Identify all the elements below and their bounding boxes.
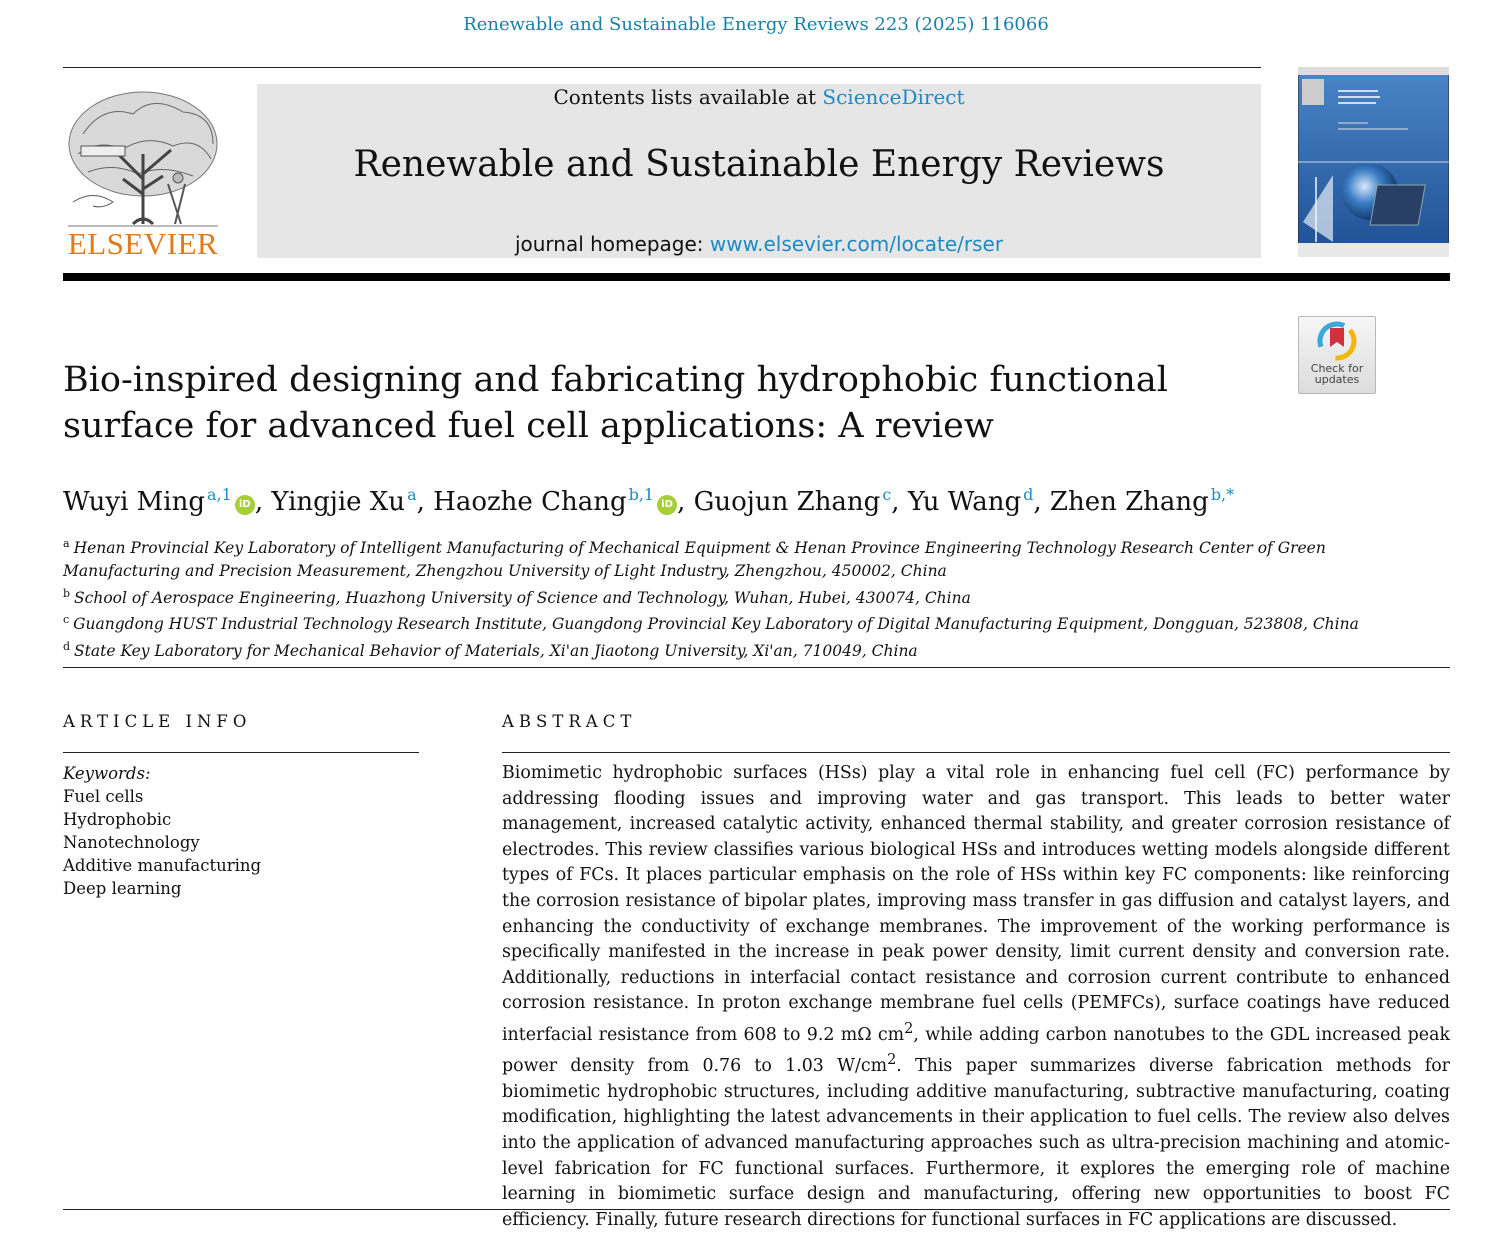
affiliation-text: Henan Provincial Key Laboratory of Intelligent Manufacturing of Mechanical Equipment & Henan Province Engineering Technology Research Center of Green Manufacturing and Precision Measurement, Zhengzhou University of Light Industry, Zhengzhou, 450002, China xyxy=(63,539,1326,580)
crossmark-icon xyxy=(1299,317,1375,363)
author-name[interactable]: Yingjie Xu xyxy=(271,487,406,517)
abstract-heading: ABSTRACT xyxy=(502,712,637,731)
orcid-icon[interactable]: iD xyxy=(657,495,677,515)
journal-title: Renewable and Sustainable Energy Reviews xyxy=(353,144,1165,185)
author-affil-sup[interactable]: b,* xyxy=(1210,485,1235,504)
affiliation-text: School of Aerospace Engineering, Huazhong University of Science and Technology, Wuhan, Hubei, 430074, China xyxy=(74,588,971,607)
author-affil-sup[interactable]: c xyxy=(882,485,892,504)
contents-prefix: Contents lists available at xyxy=(553,85,817,109)
article-info-rule xyxy=(63,752,419,753)
header-thick-rule xyxy=(63,273,1450,281)
affiliation-item xyxy=(63,636,1383,663)
article-info-heading: ARTICLE INFO xyxy=(63,712,252,731)
article-title: Bio-inspired designing and fabricating hydrophobic functional surface for advanced fuel cell applications: A review xyxy=(63,360,1168,446)
affiliation-letter: d xyxy=(63,640,71,654)
author-affil-sup[interactable]: d xyxy=(1023,485,1034,504)
contents-line xyxy=(257,85,1261,109)
affiliation-list xyxy=(63,533,1383,663)
homepage-line xyxy=(257,232,1261,256)
header-rule xyxy=(63,67,1261,68)
keyword-item: Nanotechnology xyxy=(63,833,200,852)
journal-reference[interactable]: Renewable and Sustainable Energy Reviews 223 (2025) 116066 xyxy=(463,14,1049,35)
crossmark-label-line2: updates xyxy=(1314,373,1360,386)
author-list: Wuyi Ming $^{a,1}$iD , Yingjie Xu $^a$, Haozhe Chang $^{b,1}$iD , Guojun Zhang $^c$, Yu Wang $^d$, Zhen Zhang $^{b,*}$ xyxy=(63,485,1235,517)
affiliation-item xyxy=(63,583,1383,610)
abstract-text-part2: , while adding carbon nanotubes to the GDL increased peak power density from 0.76 to 1.03 W/cm xyxy=(502,1024,1450,1077)
elsevier-wordmark: ELSEVIER xyxy=(67,226,219,261)
affiliation-item xyxy=(63,533,1383,583)
homepage-prefix: journal homepage: xyxy=(514,232,704,256)
section-divider xyxy=(63,667,1450,668)
author-name[interactable]: Haozhe Chang xyxy=(433,487,627,517)
crossmark-label xyxy=(1299,363,1375,385)
abstract-bottom-rule xyxy=(63,1209,1450,1210)
journal-cover-image[interactable] xyxy=(1298,67,1449,257)
affiliation-letter: a xyxy=(63,537,70,550)
orcid-icon[interactable]: iD xyxy=(235,495,255,515)
keywords-label: Keywords: xyxy=(63,764,151,783)
abstract-rule xyxy=(502,752,1450,753)
abstract-text-part1: Biomimetic hydrophobic surfaces (HSs) play a vital role in enhancing fuel cell (FC) performance by addressing flooding issues and improving water and gas transport. This leads to better water management, increased catalytic activity, enhanced thermal stability, and greater corrosion resistance of electrodes. This review classifies various biological HSs and introduces wetting models alongside different types of FCs. It places particular emphasis on the role of HSs within key FC components: like reinforcing the corrosion resistance of bipolar plates, improving mass transfer in gas diffusion and catalyst layers, and enhancing the conductivity of exchange membranes. The improvement of the working performance is specifically manifested in the increase in peak power density, limit current density and conversion rate. Additionally, reductions in interfacial contact resistance and corrosion current contribute to enhanced corrosion resistance. In proton exchange membrane fuel cells (PEMFCs), surface coatings have reduced interfacial resistance from 608 to 9.2 mΩ cm xyxy=(502,763,1450,1045)
abstract-text-part3: . This paper summarizes diverse fabrication methods for biomimetic hydrophobic structures, including additive manufacturing, subtractive manufacturing, coating modification, highlighting the latest advancements in their application to fuel cells. The review also delves into the application of advanced manufacturing approaches such as ultra-precision machining and atomic-level fabrication for FC functional surfaces. Furthermore, it explores the emerging role of machine learning in biomimetic surface design and manufacturing, offering new opportunities to boost FC efficiency. Finally, future research directions for functional surfaces in FC applications are discussed. xyxy=(502,1056,1450,1230)
abstract-superscript: 2 xyxy=(904,1020,914,1037)
author-name[interactable]: Wuyi Ming xyxy=(63,487,206,517)
keywords-block xyxy=(63,762,419,900)
affiliation-letter: b xyxy=(63,586,71,600)
keyword-item: Hydrophobic xyxy=(63,810,172,829)
affiliation-letter: c xyxy=(63,613,70,627)
abstract-body xyxy=(502,761,1450,1233)
abstract-paragraph xyxy=(502,761,1450,1233)
author-affil-sup[interactable]: a xyxy=(407,485,417,504)
author-affil-sup[interactable]: a,1 xyxy=(207,485,232,504)
author-name[interactable]: Zhen Zhang xyxy=(1049,487,1209,517)
sciencedirect-link[interactable]: ScienceDirect xyxy=(822,85,965,109)
affiliation-text: Guangdong HUST Industrial Technology Research Institute, Guangdong Provincial Key Laboratory of Digital Manufacturing Equipment, Dongguan, 523808, China xyxy=(73,615,1359,634)
author-name[interactable]: Yu Wang xyxy=(907,487,1022,517)
crossmark-label-line1: Check for xyxy=(1310,362,1364,375)
affiliation-item xyxy=(63,609,1383,636)
keyword-item: Additive manufacturing xyxy=(63,856,262,875)
abstract-superscript: 2 xyxy=(887,1052,897,1069)
check-for-updates-button[interactable] xyxy=(1298,316,1376,394)
affiliation-text: State Key Laboratory for Mechanical Behavior of Materials, Xi'an Jiaotong University, Xi'an, 710049, China xyxy=(74,642,918,661)
keyword-item: Fuel cells xyxy=(63,787,144,806)
homepage-link[interactable]: www.elsevier.com/locate/rser xyxy=(709,232,1004,256)
author-name[interactable]: Guojun Zhang xyxy=(693,487,881,517)
keyword-item: Deep learning xyxy=(63,879,182,898)
author-affil-sup[interactable]: b,1 xyxy=(628,485,655,504)
